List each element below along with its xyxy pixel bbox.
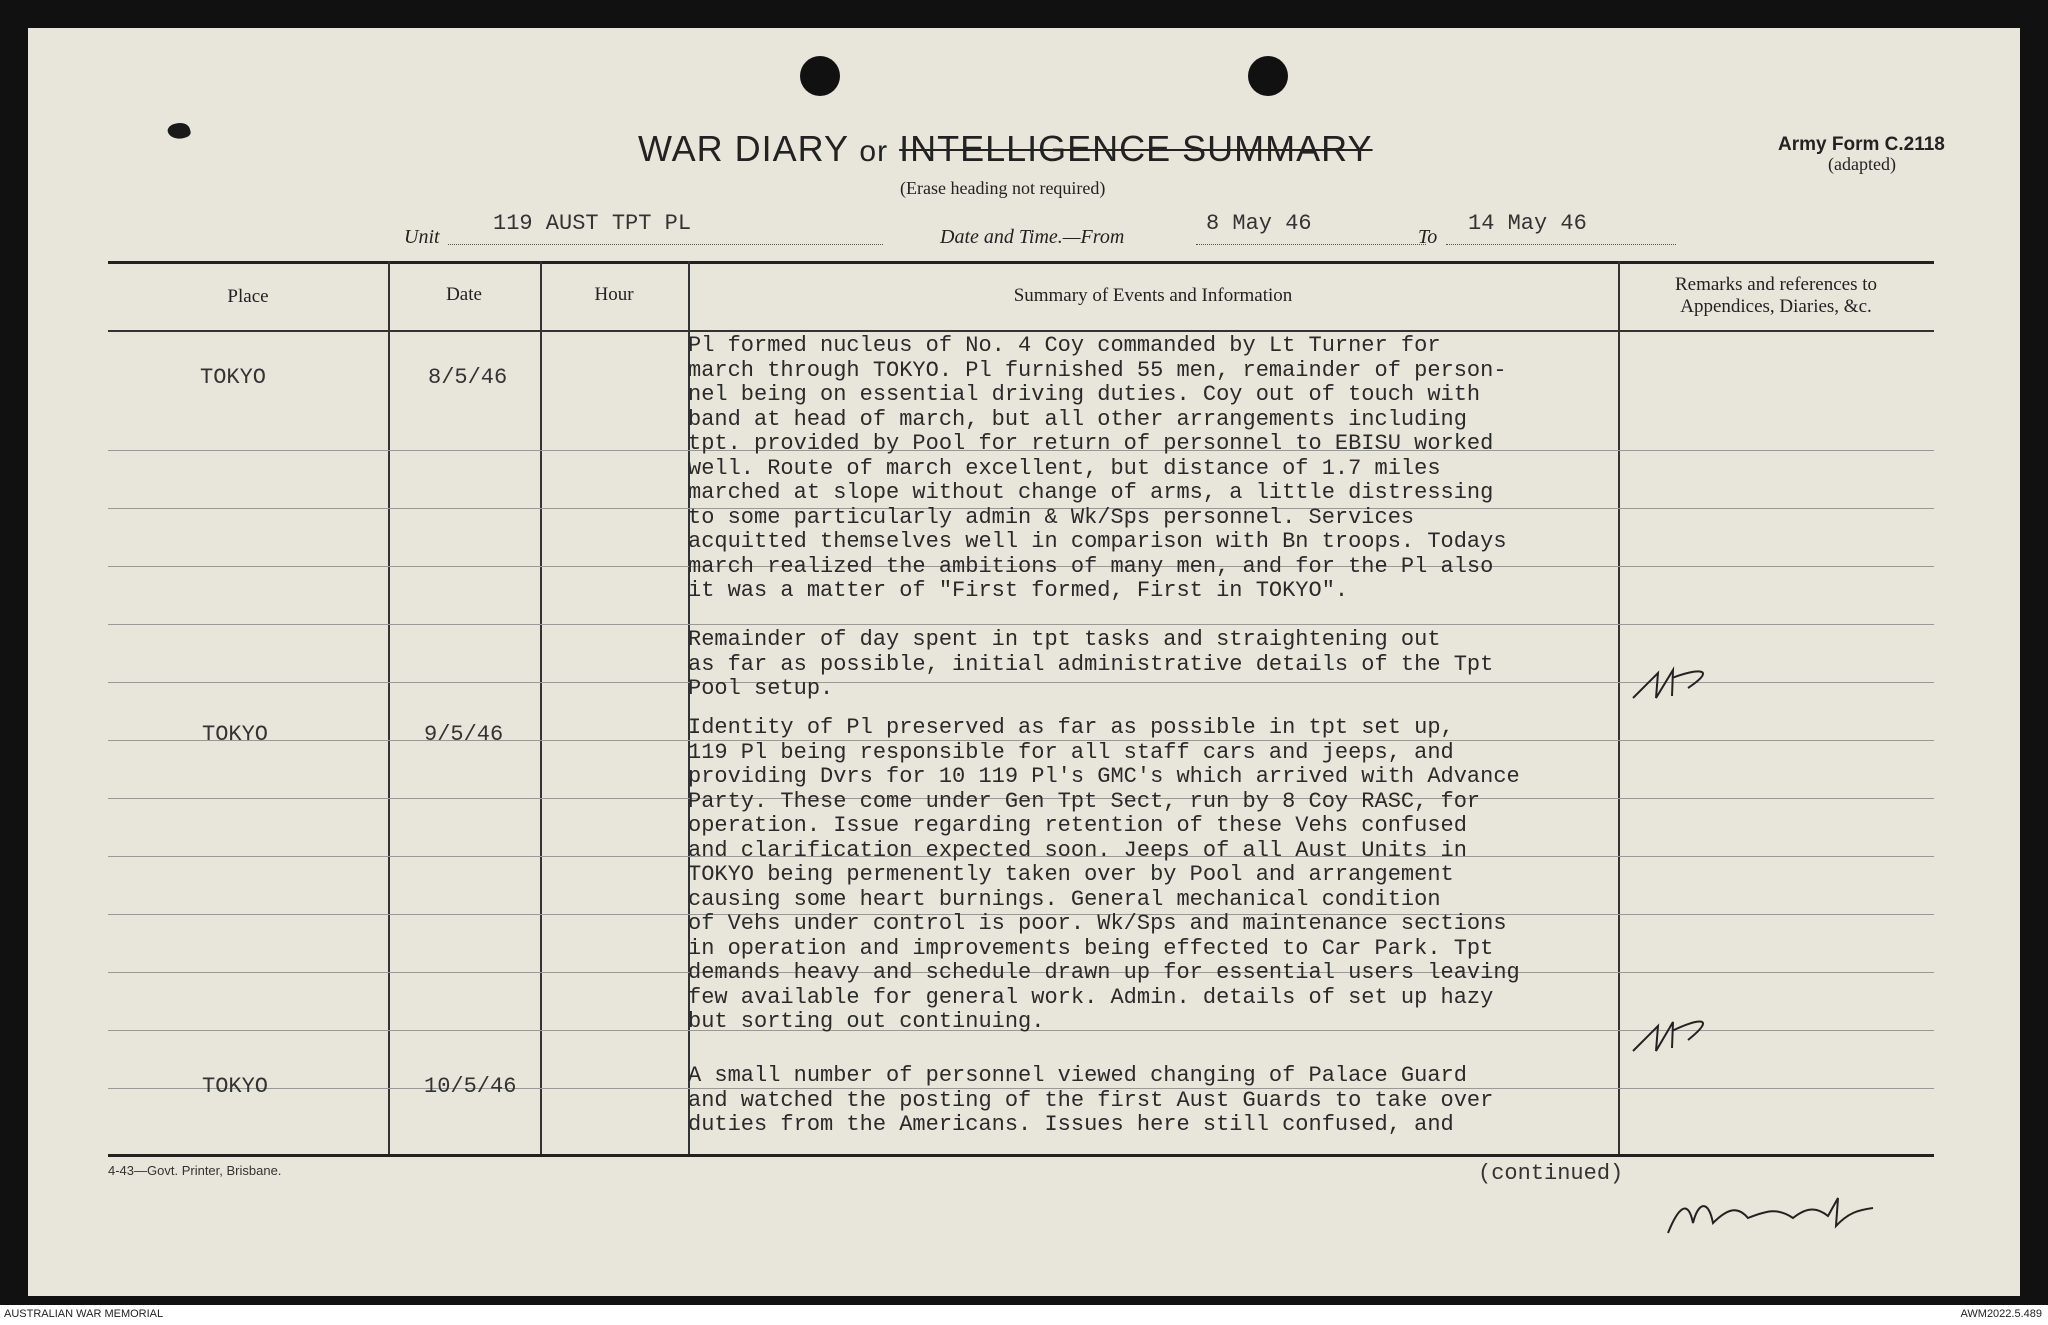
column-divider	[1618, 261, 1620, 1154]
ruled-line	[108, 624, 1934, 625]
diary-sheet	[28, 28, 2020, 1296]
entry-place: TOKYO	[202, 722, 269, 747]
army-form-adapted: (adapted)	[1828, 154, 1896, 174]
army-form-number: Army Form C.2118	[1778, 134, 1945, 155]
archive-name: AUSTRALIAN WAR MEMORIAL	[4, 1308, 164, 1320]
header-date: Date	[446, 284, 482, 305]
date-to-value: 14 May 46	[1468, 211, 1587, 236]
punch-hole	[800, 56, 840, 96]
header-rule	[108, 330, 1934, 332]
initials-mark	[1628, 1006, 1718, 1066]
header-place: Place	[227, 286, 269, 307]
header-summary: Summary of Events and Information	[1013, 285, 1293, 306]
date-to-label: To	[1418, 226, 1438, 248]
printer-imprint: 4-43—Govt. Printer, Brisbane.	[108, 1163, 282, 1178]
entry-place: TOKYO	[202, 1074, 269, 1099]
entry-summary: Pl formed nucleus of No. 4 Coy commanded by Lt Turner for march through TOKYO. Pl furnished 55 men, remainder of person- nel being on essential driving duties. Coy out of touch with band at head of march, but all other arrangements including tpt. provided by Pool for return of personnel to EBISU worked well. Route of march excellent, but distance of 1.7 miles marched at slope without change of arms, a little distressing to some particularly admin & Wk/Sps personnel. Services acquitted themselves well in comparison with Bn troops. Todays march realized the ambitions of many men, and for the Pl also it was a matter of "First formed, First in TOKYO".	[688, 333, 1507, 603]
date-to-dotline	[1446, 244, 1676, 245]
date-from-label: Date and Time.—From	[940, 226, 1125, 248]
unit-label: Unit	[404, 226, 440, 248]
archive-id: AWM2022.5.489	[1960, 1308, 2042, 1320]
continued-note: (continued)	[1478, 1161, 1624, 1186]
title-war-diary: WAR DIARY	[638, 128, 849, 169]
form-title	[638, 128, 1373, 170]
header-remarks-line-1: Remarks and references to	[1674, 274, 1878, 295]
column-divider	[540, 261, 542, 1154]
archive-bar	[0, 1305, 2048, 1325]
header-remarks	[1618, 274, 1934, 318]
signature	[1658, 1178, 1898, 1248]
date-from-dotline	[1196, 244, 1426, 245]
ink-blot	[166, 120, 191, 141]
punch-hole	[1248, 56, 1288, 96]
title-or: or	[859, 135, 889, 168]
date-from-value: 8 May 46	[1206, 211, 1312, 236]
form-subtitle: (Erase heading not required)	[900, 178, 1106, 198]
header-remarks-line-2: Appendices, Diaries, &c.	[1680, 296, 1872, 317]
title-intelligence-summary: INTELLIGENCE SUMMARY	[899, 128, 1373, 169]
initials-mark	[1628, 658, 1718, 708]
entry-date: 10/5/46	[424, 1074, 517, 1099]
column-divider	[388, 261, 390, 1154]
entry-date: 8/5/46	[428, 365, 508, 390]
entry-summary: A small number of personnel viewed changing of Palace Guard and watched the posting of the first Aust Guards to take over duties from the Americans. Issues here still confused, and	[688, 1063, 1494, 1137]
entry-summary: Identity of Pl preserved as far as possible in tpt set up, 119 Pl being responsible for all staff cars and jeeps, and providing Dvrs for 10 119 Pl's GMC's which arrived with Advance Party. These come under Gen Tpt Sect, run by 8 Coy RASC, for operation. Issue regarding retention of these Vehs confused and clarification expected soon. Jeeps of all Aust Units in TOKYO being permenently taken over by Pool and arrangement causing some heart burnings. General mechanical condition of Vehs under control is poor. Wk/Sps and maintenance sections in operation and improvements being effected to Car Park. Tpt demands heavy and schedule drawn up for essential users leaving few available for general work. Admin. details of set up hazy but sorting out continuing.	[688, 715, 1520, 1034]
unit-value: 119 AUST TPT PL	[493, 211, 692, 236]
entry-date: 9/5/46	[424, 722, 504, 747]
unit-dotline	[448, 244, 883, 245]
entry-place: TOKYO	[200, 365, 267, 390]
header-hour: Hour	[594, 284, 634, 305]
entry-summary: Remainder of day spent in tpt tasks and straightening out as far as possible, initial administrative details of the Tpt Pool setup.	[688, 627, 1494, 701]
